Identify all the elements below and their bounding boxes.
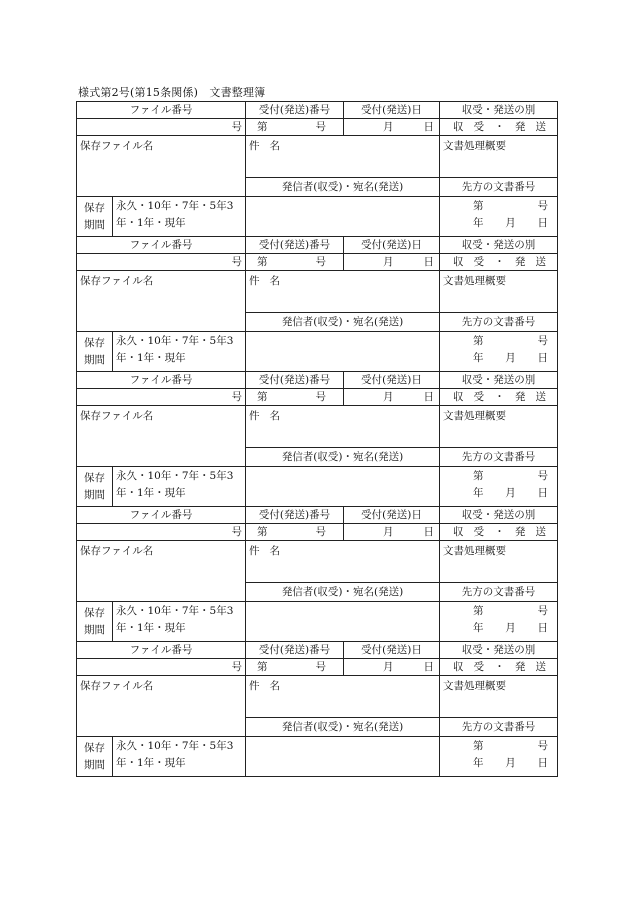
mei-label: 名 bbox=[269, 275, 281, 287]
go-label: 号 bbox=[231, 391, 243, 403]
receipt-number-header: 受付(発送)番号 bbox=[246, 102, 344, 119]
receipt-number-field[interactable] bbox=[246, 254, 344, 271]
dai-label: 第 bbox=[473, 605, 484, 617]
counterparty-doc-number-header: 先方の文書番号 bbox=[440, 583, 558, 602]
receipt-date-field[interactable] bbox=[344, 254, 440, 271]
year-label: 年 bbox=[473, 757, 484, 769]
receipt-date-field[interactable] bbox=[344, 524, 440, 541]
year-label: 年 bbox=[473, 217, 484, 229]
day-label: 日 bbox=[537, 352, 549, 364]
sender-recipient-header: 発信者(収受)・宛名(発送) bbox=[246, 178, 440, 197]
subject-field[interactable] bbox=[246, 271, 440, 313]
month-label: 月 bbox=[383, 256, 394, 268]
entry-4-value-row bbox=[77, 524, 558, 541]
go-label: 号 bbox=[315, 391, 327, 403]
dai-label: 第 bbox=[257, 256, 268, 268]
file-number-field[interactable] bbox=[77, 254, 246, 271]
day-label: 日 bbox=[423, 661, 435, 673]
receive-send-choice[interactable]: 収 受 ・ 発 送 bbox=[440, 659, 558, 676]
processing-summary-field[interactable] bbox=[440, 136, 558, 178]
entry-5-value-row bbox=[77, 659, 558, 676]
file-number-field[interactable] bbox=[77, 524, 246, 541]
summary-label: 文書処理概要 bbox=[443, 545, 507, 557]
receipt-date-field[interactable] bbox=[344, 659, 440, 676]
sender-recipient-header: 発信者(収受)・宛名(発送) bbox=[246, 313, 440, 332]
file-number-header: ファイル番号 bbox=[77, 507, 246, 524]
ken-label: 件 bbox=[249, 140, 260, 152]
subject-field[interactable] bbox=[246, 406, 440, 448]
counterparty-doc-number-header: 先方の文書番号 bbox=[440, 178, 558, 197]
receipt-date-header: 受付(発送)日 bbox=[344, 237, 440, 254]
receive-send-choice[interactable]: 収 受 ・ 発 送 bbox=[440, 254, 558, 271]
month-label: 月 bbox=[383, 526, 394, 538]
file-number-field[interactable] bbox=[77, 659, 246, 676]
go-label: 号 bbox=[537, 470, 549, 482]
retention-period-label: 保存 期間 bbox=[77, 602, 113, 642]
mei-label: 名 bbox=[269, 680, 281, 692]
month-label: 月 bbox=[383, 661, 394, 673]
subject-field[interactable] bbox=[246, 136, 440, 178]
receive-send-choice[interactable]: 収 受 ・ 発 送 bbox=[440, 119, 558, 136]
form-title: 様式第2号(第15条関係) 文書整理簿 bbox=[78, 86, 266, 99]
counterparty-doc-number-header: 先方の文書番号 bbox=[440, 718, 558, 737]
day-label: 日 bbox=[423, 391, 435, 403]
receive-send-choice[interactable]: 収 受 ・ 発 送 bbox=[440, 524, 558, 541]
day-label: 日 bbox=[537, 487, 549, 499]
file-number-header: ファイル番号 bbox=[77, 102, 246, 119]
file-name-label: 保存ファイル名 bbox=[80, 275, 154, 287]
processing-summary-field[interactable] bbox=[440, 271, 558, 313]
sender-recipient-field[interactable] bbox=[246, 602, 440, 642]
mei-label: 名 bbox=[269, 410, 281, 422]
receipt-number-field[interactable] bbox=[246, 659, 344, 676]
file-name-label: 保存ファイル名 bbox=[80, 410, 154, 422]
month-label: 月 bbox=[505, 487, 516, 499]
entry-1-content-row bbox=[77, 136, 558, 178]
retention-period-options[interactable]: 永久・10年・7年・5年3 年・1年・現年 bbox=[113, 197, 246, 237]
receipt-date-field[interactable] bbox=[344, 119, 440, 136]
entry-1-value-row bbox=[77, 119, 558, 136]
dai-label: 第 bbox=[473, 200, 484, 212]
summary-label: 文書処理概要 bbox=[443, 140, 507, 152]
counterparty-doc-number-field[interactable] bbox=[440, 467, 558, 507]
entry-4-header-row bbox=[77, 507, 558, 524]
receipt-date-header: 受付(発送)日 bbox=[344, 102, 440, 119]
day-label: 日 bbox=[423, 121, 435, 133]
file-name-field[interactable] bbox=[77, 406, 246, 467]
entry-3-value-row bbox=[77, 389, 558, 406]
dai-label: 第 bbox=[473, 470, 484, 482]
retention-period-options[interactable]: 永久・10年・7年・5年3 年・1年・現年 bbox=[113, 332, 246, 372]
day-label: 日 bbox=[537, 622, 549, 634]
go-label: 号 bbox=[315, 121, 327, 133]
month-label: 月 bbox=[505, 757, 516, 769]
go-label: 号 bbox=[537, 605, 549, 617]
file-name-label: 保存ファイル名 bbox=[80, 140, 154, 152]
receive-send-choice[interactable]: 収 受 ・ 発 送 bbox=[440, 389, 558, 406]
go-label: 号 bbox=[315, 661, 327, 673]
year-label: 年 bbox=[473, 487, 484, 499]
sender-recipient-field[interactable] bbox=[246, 332, 440, 372]
receipt-date-header: 受付(発送)日 bbox=[344, 642, 440, 659]
entry-2-period-row bbox=[77, 332, 558, 372]
receive-send-type-header: 収受・発送の別 bbox=[440, 507, 558, 524]
counterparty-doc-number-header: 先方の文書番号 bbox=[440, 448, 558, 467]
summary-label: 文書処理概要 bbox=[443, 410, 507, 422]
year-label: 年 bbox=[473, 352, 484, 364]
entry-2-value-row bbox=[77, 254, 558, 271]
ken-label: 件 bbox=[249, 680, 260, 692]
receipt-number-field[interactable] bbox=[246, 119, 344, 136]
go-label: 号 bbox=[537, 740, 549, 752]
entry-4-content-row bbox=[77, 541, 558, 583]
year-label: 年 bbox=[473, 622, 484, 634]
entry-4-period-row bbox=[77, 602, 558, 642]
retention-period-label: 保存 期間 bbox=[77, 197, 113, 237]
receipt-number-header: 受付(発送)番号 bbox=[246, 642, 344, 659]
file-name-field[interactable] bbox=[77, 541, 246, 602]
sender-recipient-header: 発信者(収受)・宛名(発送) bbox=[246, 583, 440, 602]
processing-summary-field[interactable] bbox=[440, 406, 558, 448]
mei-label: 名 bbox=[269, 545, 281, 557]
entry-5-period-row bbox=[77, 737, 558, 777]
day-label: 日 bbox=[423, 526, 435, 538]
dai-label: 第 bbox=[257, 661, 268, 673]
summary-label: 文書処理概要 bbox=[443, 680, 507, 692]
day-label: 日 bbox=[423, 256, 435, 268]
dai-label: 第 bbox=[257, 121, 268, 133]
ken-label: 件 bbox=[249, 545, 260, 557]
go-label: 号 bbox=[231, 256, 243, 268]
subject-field[interactable] bbox=[246, 541, 440, 583]
entry-3-header-row bbox=[77, 372, 558, 389]
file-number-header: ファイル番号 bbox=[77, 642, 246, 659]
receive-send-type-header: 収受・発送の別 bbox=[440, 102, 558, 119]
file-number-header: ファイル番号 bbox=[77, 237, 246, 254]
entry-5-header-row bbox=[77, 642, 558, 659]
file-name-field[interactable] bbox=[77, 136, 246, 197]
file-name-field[interactable] bbox=[77, 676, 246, 737]
entry-3-period-row bbox=[77, 467, 558, 507]
entry-1-period-row bbox=[77, 197, 558, 237]
day-label: 日 bbox=[537, 217, 549, 229]
receipt-number-header: 受付(発送)番号 bbox=[246, 372, 344, 389]
go-label: 号 bbox=[231, 661, 243, 673]
processing-summary-field[interactable] bbox=[440, 676, 558, 718]
entry-3-content-row bbox=[77, 406, 558, 448]
entry-2-content-row bbox=[77, 271, 558, 313]
sender-recipient-field[interactable] bbox=[246, 737, 440, 777]
retention-period-options[interactable]: 永久・10年・7年・5年3 年・1年・現年 bbox=[113, 602, 246, 642]
document-register-table bbox=[76, 101, 558, 777]
file-number-header: ファイル番号 bbox=[77, 372, 246, 389]
day-label: 日 bbox=[537, 757, 549, 769]
counterparty-doc-number-field[interactable] bbox=[440, 602, 558, 642]
retention-period-label: 保存 期間 bbox=[77, 332, 113, 372]
sender-recipient-header: 発信者(収受)・宛名(発送) bbox=[246, 448, 440, 467]
dai-label: 第 bbox=[473, 740, 484, 752]
go-label: 号 bbox=[231, 121, 243, 133]
receipt-number-header: 受付(発送)番号 bbox=[246, 237, 344, 254]
go-label: 号 bbox=[315, 256, 327, 268]
month-label: 月 bbox=[383, 121, 394, 133]
processing-summary-field[interactable] bbox=[440, 541, 558, 583]
subject-field[interactable] bbox=[246, 676, 440, 718]
retention-period-label: 保存 期間 bbox=[77, 467, 113, 507]
sender-recipient-header: 発信者(収受)・宛名(発送) bbox=[246, 718, 440, 737]
entry-2-header-row bbox=[77, 237, 558, 254]
summary-label: 文書処理概要 bbox=[443, 275, 507, 287]
go-label: 号 bbox=[231, 526, 243, 538]
file-name-label: 保存ファイル名 bbox=[80, 680, 154, 692]
retention-period-options[interactable]: 永久・10年・7年・5年3 年・1年・現年 bbox=[113, 467, 246, 507]
ken-label: 件 bbox=[249, 275, 260, 287]
retention-period-label: 保存 期間 bbox=[77, 737, 113, 777]
month-label: 月 bbox=[383, 391, 394, 403]
counterparty-doc-number-field[interactable] bbox=[440, 332, 558, 372]
receipt-number-field[interactable] bbox=[246, 389, 344, 406]
go-label: 号 bbox=[537, 335, 549, 347]
receive-send-type-header: 収受・発送の別 bbox=[440, 642, 558, 659]
receipt-date-header: 受付(発送)日 bbox=[344, 372, 440, 389]
receipt-date-header: 受付(発送)日 bbox=[344, 507, 440, 524]
file-number-field[interactable] bbox=[77, 389, 246, 406]
go-label: 号 bbox=[537, 200, 549, 212]
counterparty-doc-number-field[interactable] bbox=[440, 197, 558, 237]
counterparty-doc-number-header: 先方の文書番号 bbox=[440, 313, 558, 332]
dai-label: 第 bbox=[257, 391, 268, 403]
month-label: 月 bbox=[505, 352, 516, 364]
ken-label: 件 bbox=[249, 410, 260, 422]
receive-send-type-header: 収受・発送の別 bbox=[440, 237, 558, 254]
month-label: 月 bbox=[505, 622, 516, 634]
file-number-field[interactable] bbox=[77, 119, 246, 136]
retention-period-options[interactable]: 永久・10年・7年・5年3 年・1年・現年 bbox=[113, 737, 246, 777]
file-name-label: 保存ファイル名 bbox=[80, 545, 154, 557]
receipt-number-field[interactable] bbox=[246, 524, 344, 541]
entry-1-header-row bbox=[77, 102, 558, 119]
month-label: 月 bbox=[505, 217, 516, 229]
receive-send-type-header: 収受・発送の別 bbox=[440, 372, 558, 389]
go-label: 号 bbox=[315, 526, 327, 538]
dai-label: 第 bbox=[473, 335, 484, 347]
file-name-field[interactable] bbox=[77, 271, 246, 332]
dai-label: 第 bbox=[257, 526, 268, 538]
sender-recipient-field[interactable] bbox=[246, 197, 440, 237]
receipt-date-field[interactable] bbox=[344, 389, 440, 406]
receipt-number-header: 受付(発送)番号 bbox=[246, 507, 344, 524]
counterparty-doc-number-field[interactable] bbox=[440, 737, 558, 777]
mei-label: 名 bbox=[269, 140, 281, 152]
entry-5-content-row bbox=[77, 676, 558, 718]
sender-recipient-field[interactable] bbox=[246, 467, 440, 507]
